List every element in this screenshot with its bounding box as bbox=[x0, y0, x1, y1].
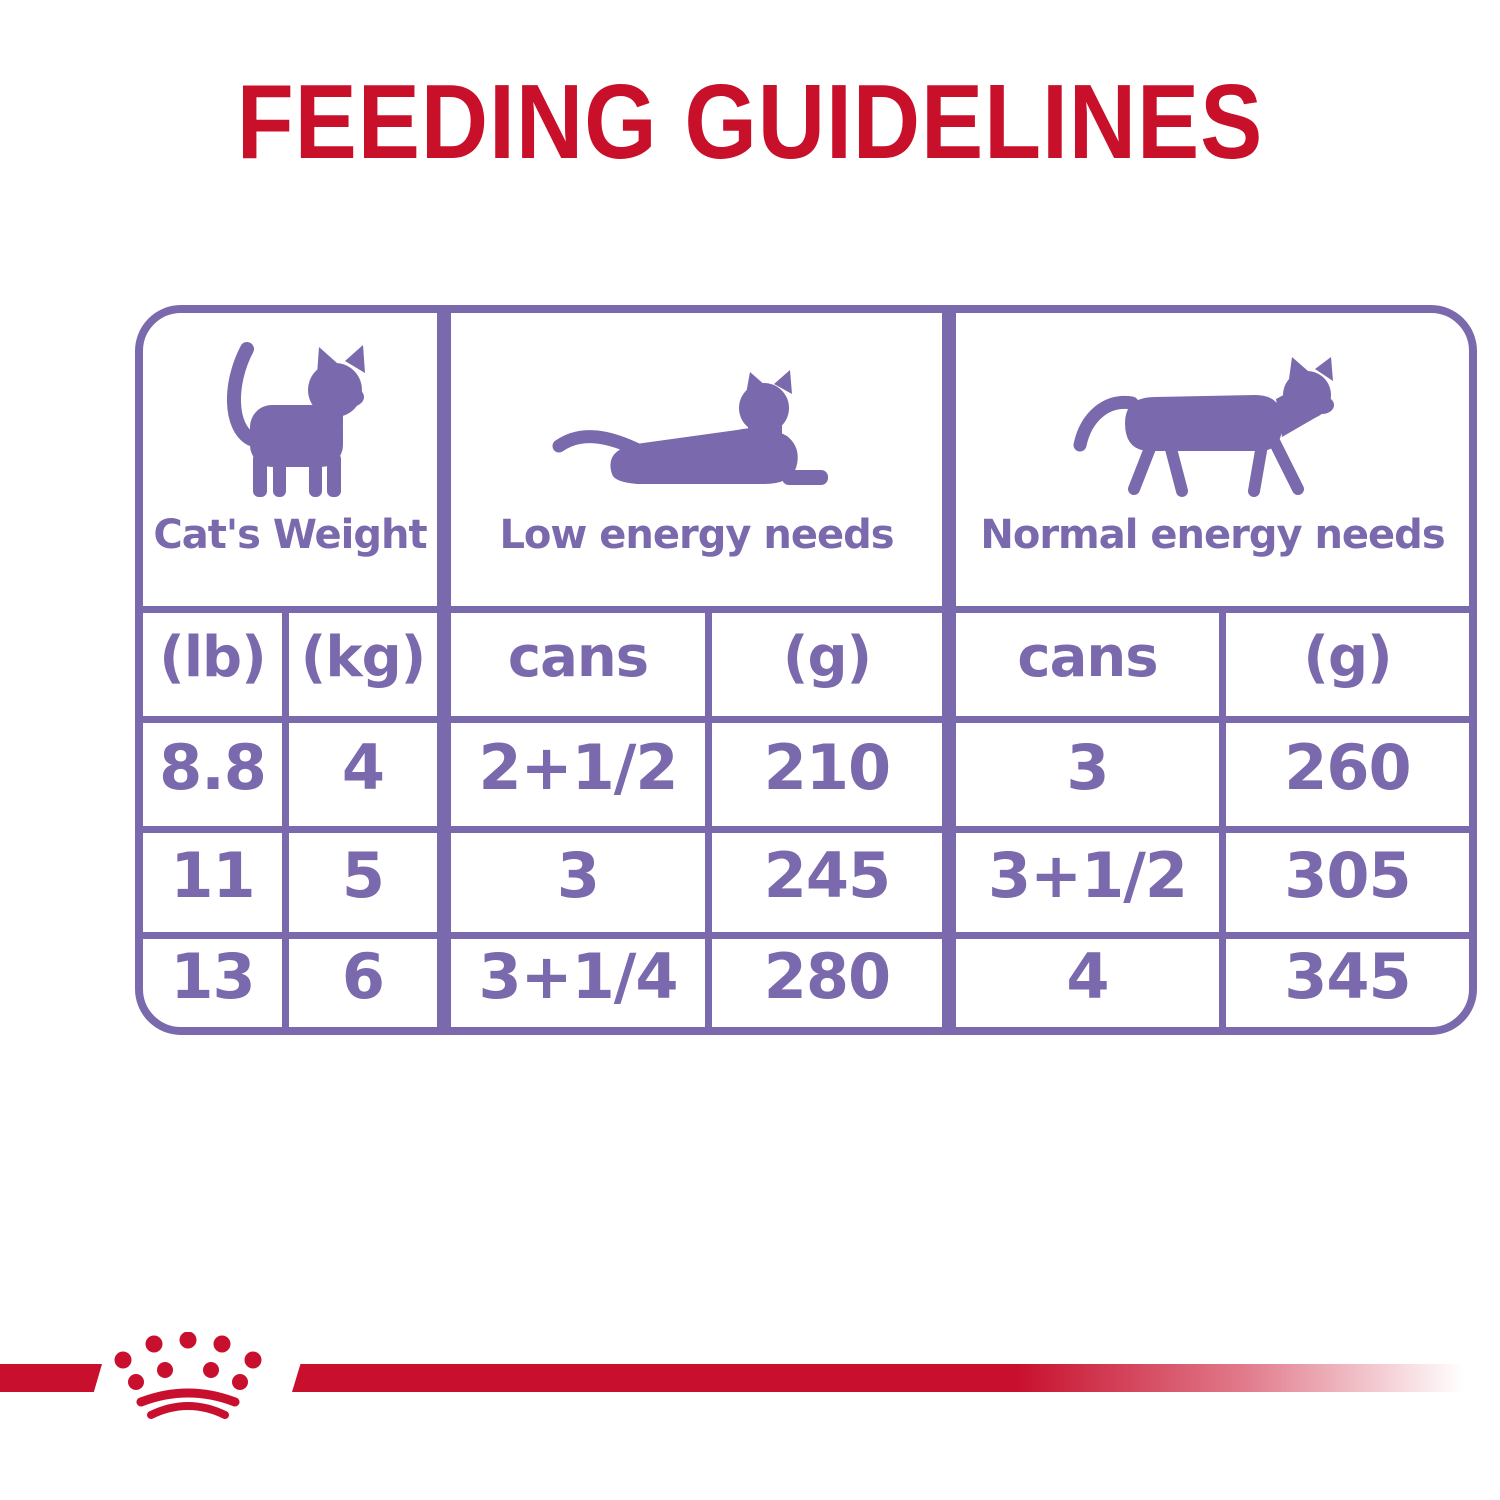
table-icon-header-row bbox=[143, 313, 1469, 613]
table-cell: 6 bbox=[289, 939, 451, 1027]
table-cell: 3+1/4 bbox=[451, 939, 712, 1027]
feeding-values-grid bbox=[143, 613, 1469, 1027]
section-cats-weight bbox=[143, 313, 451, 613]
table-cell: 280 bbox=[712, 939, 956, 1027]
table-cell: 3 bbox=[451, 833, 712, 939]
section-label: Normal energy needs bbox=[980, 512, 1445, 558]
red-accent-bar-right bbox=[292, 1364, 1500, 1392]
standing-kitten-icon bbox=[205, 335, 375, 500]
unit-cans-normal: cans bbox=[956, 613, 1226, 723]
table-cell: 260 bbox=[1226, 723, 1469, 833]
section-normal-energy bbox=[956, 313, 1469, 613]
section-label: Low energy needs bbox=[499, 512, 894, 558]
unit-kg: (kg) bbox=[289, 613, 451, 723]
table-cell: 2+1/2 bbox=[451, 723, 712, 833]
table-cell: 3+1/2 bbox=[956, 833, 1226, 939]
table-cell: 13 bbox=[143, 939, 289, 1027]
table-cell: 5 bbox=[289, 833, 451, 939]
feeding-table bbox=[135, 305, 1477, 1035]
section-label: Cat's Weight bbox=[153, 512, 427, 558]
table-cell: 210 bbox=[712, 723, 956, 833]
walking-cat-icon bbox=[1070, 355, 1355, 500]
royal-canin-crown-icon bbox=[106, 1332, 270, 1427]
table-cell: 245 bbox=[712, 833, 956, 939]
table-cell: 4 bbox=[289, 723, 451, 833]
table-cell: 11 bbox=[143, 833, 289, 939]
unit-cans-low: cans bbox=[451, 613, 712, 723]
table-cell: 345 bbox=[1284, 939, 1411, 1013]
table-cell: 4 bbox=[956, 939, 1226, 1027]
unit-lb: (lb) bbox=[143, 613, 289, 723]
red-accent-bar-left bbox=[0, 1364, 102, 1392]
section-low-energy bbox=[451, 313, 956, 613]
page-title: FEEDING GUIDELINES bbox=[236, 63, 1264, 181]
table-cell: 8.8 bbox=[143, 723, 289, 833]
lying-cat-icon bbox=[552, 370, 842, 500]
table-cell: 3 bbox=[956, 723, 1226, 833]
unit-g-normal: (g) bbox=[1226, 613, 1469, 723]
unit-g-low: (g) bbox=[712, 613, 956, 723]
table-cell: 305 bbox=[1226, 833, 1469, 939]
